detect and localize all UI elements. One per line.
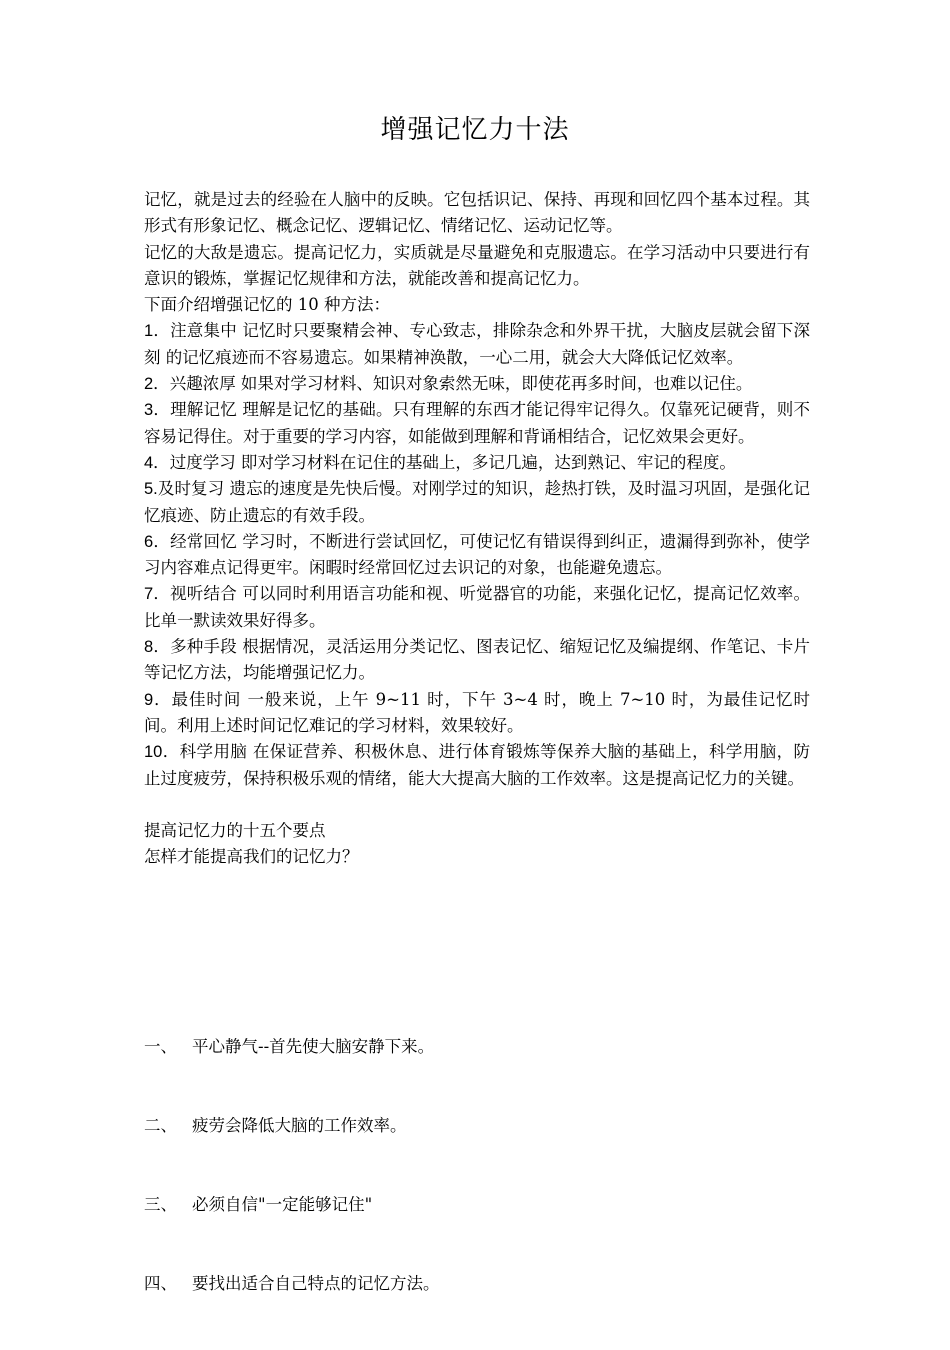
key-point-item xyxy=(144,1113,810,1139)
key-point-text: 必须自信"一定能够记住" xyxy=(192,1194,373,1214)
method-number: 2． xyxy=(144,375,170,394)
key-point-number: 三、 xyxy=(144,1194,177,1214)
method-number: 10． xyxy=(144,743,180,762)
method-number: 6． xyxy=(144,532,171,551)
method-text: 视听结合 可以同时利用语言功能和视、听觉器官的功能，来强化记忆，提高记忆效率。比单一默读效果好得多。 xyxy=(144,584,810,630)
section-spacer xyxy=(144,792,810,818)
method-item xyxy=(144,529,810,582)
method-text: 理解记忆 理解是记忆的基础。只有理解的东西才能记得牢记得久。仅靠死记硬背，则不容易记得住。对于重要的学习内容，如能做到理解和背诵相结合，记忆效果会更好。 xyxy=(144,400,810,446)
key-point-item xyxy=(144,1271,810,1297)
intro-paragraph: 记忆，就是过去的经验在人脑中的反映。它包括识记、保持、再现和回忆四个基本过程。其形式有形象记忆、概念记忆、逻辑记忆、情绪记忆、运动记忆等。 xyxy=(144,190,810,236)
key-points-list xyxy=(144,1034,810,1350)
method-item xyxy=(144,634,810,687)
key-point-item xyxy=(144,1192,810,1218)
method-number: 1． xyxy=(144,322,171,341)
section-heading: 提高记忆力的十五个要点 xyxy=(144,821,326,841)
method-item xyxy=(144,371,810,397)
method-item xyxy=(144,318,810,371)
method-number: 9． xyxy=(144,690,172,709)
method-item xyxy=(144,397,810,450)
method-text: 注意集中 记忆时只要聚精会神、专心致志，排除杂念和外界干扰，大脑皮层就会留下深刻 的记忆痕迹而不容易遗忘。如果精神涣散，一心二用，就会大大降低记忆效率。 xyxy=(144,321,810,367)
method-number: 3． xyxy=(144,401,171,420)
key-point-number: 二、 xyxy=(144,1115,177,1135)
method-text: 经常回忆 学习时，不断进行尝试回忆，可使记忆有错误得到纠正，遗漏得到弥补，使学习内容难点记得更牢。闲暇时经常回忆过去识记的对象，也能避免遗忘。 xyxy=(144,531,810,578)
method-item xyxy=(144,687,810,740)
method-number: 7． xyxy=(144,585,171,604)
method-text: 过度学习 即对学习材料在记住的基础上，多记几遍，达到熟记、牢记的程度。 xyxy=(169,452,736,472)
key-point-number: 一、 xyxy=(144,1037,177,1056)
method-item xyxy=(144,450,810,476)
key-point-item xyxy=(144,1034,810,1060)
intro-paragraph: 下面介绍增强记忆的 10 种方法： xyxy=(144,295,390,315)
method-number: 4． xyxy=(144,453,170,472)
key-point-text: 平心静气--首先使大脑安静下来。 xyxy=(192,1037,435,1056)
intro-paragraph: 记忆的大敌是遗忘。提高记忆力，实质就是尽量避免和克服遗忘。在学习活动中只要进行有意识的锻炼，掌握记忆规律和方法，就能改善和提高记忆力。 xyxy=(144,242,810,288)
method-text: 多种手段 根据情况，灵活运用分类记忆、图表记忆、缩短记忆及编提纲、作笔记、卡片等记忆方法，均能增强记忆力。 xyxy=(144,637,810,683)
document-title: 增强记忆力十法 xyxy=(380,115,570,145)
key-point-number: 四、 xyxy=(144,1273,177,1293)
method-text: 最佳时间 一般来说，上午 9~11 时，下午 3~4 时，晚上 7~10 时，为最佳记忆时间。利用上述时间记忆难记的学习材料，效果较好。 xyxy=(144,689,810,735)
method-text: 及时复习 遗忘的速度是先快后慢。对刚学过的知识，趁热打铁，及时温习巩固，是强化记忆痕迹、防止遗忘的有效手段。 xyxy=(144,479,810,525)
method-number: 5. xyxy=(144,480,158,499)
key-point-text: 疲劳会降低大脑的工作效率。 xyxy=(192,1115,407,1135)
method-item xyxy=(144,581,810,634)
method-text: 兴趣浓厚 如果对学习材料、知识对象索然无味，即使花再多时间，也难以记住。 xyxy=(169,374,753,394)
method-text: 科学用脑 在保证营养、积极休息、进行体育锻炼等保养大脑的基础上，科学用脑，防止过度疲劳，保持积极乐观的情绪，能大大提高大脑的工作效率。这是提高记忆力的关键。 xyxy=(144,742,811,788)
section-question: 怎样才能提高我们的记忆力？ xyxy=(144,847,359,867)
key-point-text: 要找出适合自己特点的记忆方法。 xyxy=(192,1273,440,1293)
method-item xyxy=(144,739,810,792)
method-item xyxy=(144,476,810,529)
method-number: 8． xyxy=(144,638,171,657)
document-body xyxy=(144,187,810,871)
